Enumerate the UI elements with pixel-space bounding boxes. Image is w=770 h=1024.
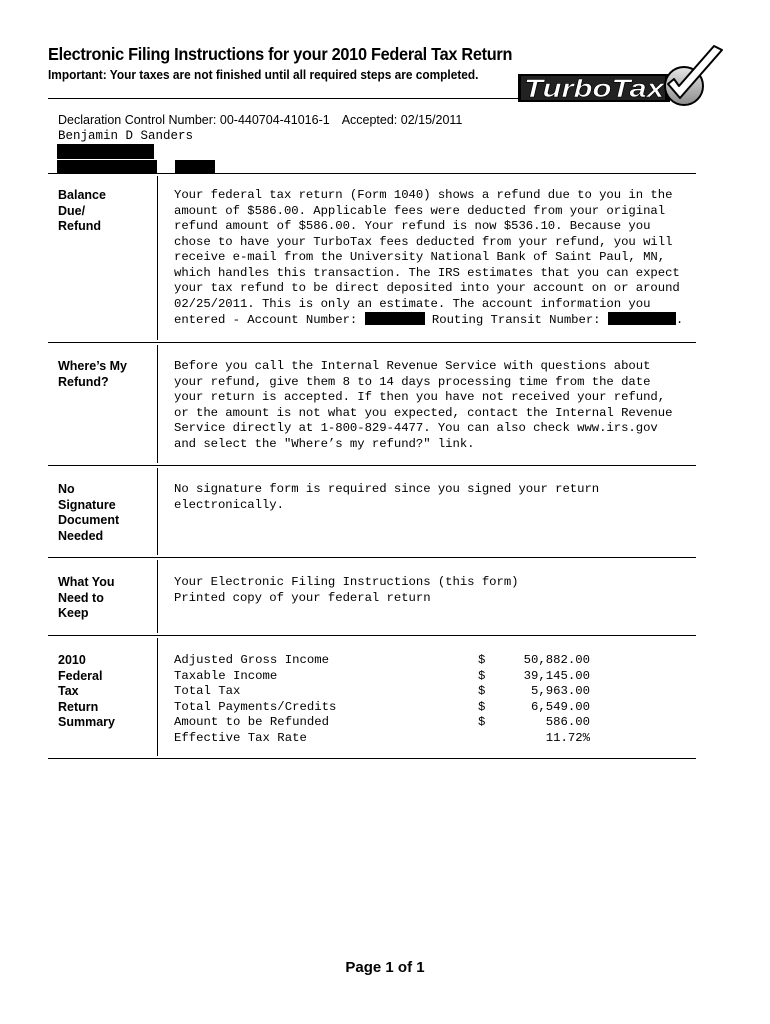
- label-line: Summary: [58, 715, 115, 729]
- row-label: Total Tax: [174, 684, 241, 698]
- label-line: Due/: [58, 203, 86, 218]
- turbotax-logo: [516, 44, 726, 106]
- label-line: Document: [58, 513, 120, 527]
- row-label: Taxable Income: [174, 668, 278, 683]
- table-row: [174, 653, 590, 669]
- label-line: Signature: [58, 497, 116, 512]
- wheres-my-refund-text: Before you call the Internal Revenue Service with questions about your refund, give them 8 to 14 days processing time from the date your return is accepted. If then you have not received your refund, or the amount is not what you expected, contact the Internal Revenue Service directly at 1-800-829-4477. You can also check www.irs.gov and select the "Where’s my refund?" link.: [174, 359, 673, 451]
- table-row: [174, 700, 590, 716]
- label-line: Needed: [58, 528, 104, 543]
- label-line: Tax: [58, 684, 79, 698]
- table-row: [174, 715, 590, 731]
- no-signature-text: No signature form is required since you signed your return electronically.: [174, 482, 600, 512]
- table-row: [174, 684, 590, 700]
- document-subtitle: Important: Your taxes are not finished until all required steps are completed.: [48, 68, 479, 82]
- routing-number-label: Routing Transit Number:: [424, 313, 608, 327]
- section-label-keep: [58, 575, 153, 622]
- column-separator: [157, 560, 158, 633]
- logo-text: TurboTax: [524, 75, 666, 103]
- column-separator: [157, 468, 158, 555]
- page-number: Page 1 of 1: [345, 959, 425, 976]
- refund-paragraph: Your federal tax return (Form 1040) shows a refund due to you in the amount of $586.00. Applicable fees were deducted from your original refund amount of $586.00. Your refund is now $536.10. Because you chose to have your TurboTax fees deducted from your refund, you will receive e-mail from the University National Bank of Saint Paul, MN, which handles this transaction. The IRS estimates that you can expect your tax refund to be direct deposited into your account on or around 02/25/2011. This is only an estimate. The account information you: [174, 188, 680, 311]
- row-currency: $: [478, 715, 486, 729]
- row-amount: 6,549.00: [530, 699, 590, 714]
- row-amount: 586.00: [545, 715, 590, 729]
- row-amount: 5,963.00: [530, 684, 590, 698]
- label-line: Need to: [58, 590, 104, 605]
- redacted-routing-number: [608, 312, 676, 325]
- label-line: Federal: [58, 668, 103, 683]
- declaration-control-number: Declaration Control Number: 00-440704-41016-1: [58, 113, 330, 127]
- row-currency: $: [478, 653, 486, 667]
- redacted-address-line-3: [175, 160, 215, 174]
- table-row: [174, 669, 590, 685]
- section-divider: [48, 758, 696, 759]
- row-currency: $: [478, 684, 486, 698]
- label-line: Where’s My: [58, 359, 128, 373]
- column-separator: [157, 638, 158, 756]
- label-line: What You: [58, 575, 115, 589]
- label-line: Refund: [58, 219, 102, 233]
- section-divider: [48, 557, 696, 558]
- redacted-address-line-1: [57, 144, 154, 159]
- row-amount: 50,882.00: [523, 653, 590, 667]
- document-title: Electronic Filing Instructions for your 2010 Federal Tax Return: [48, 44, 513, 64]
- section-label-refund: [58, 188, 153, 235]
- row-amount: 39,145.00: [523, 668, 590, 683]
- row-amount: 11.72%: [545, 730, 590, 745]
- column-separator: [157, 345, 158, 463]
- row-label: Amount to be Refunded: [174, 715, 329, 729]
- keep-text: Your Electronic Filing Instructions (this form) Printed copy of your federal return: [174, 575, 519, 605]
- section-divider: [48, 635, 696, 636]
- header-divider: [48, 98, 518, 99]
- label-line: Keep: [58, 606, 89, 620]
- row-label: Effective Tax Rate: [174, 730, 307, 745]
- section-divider: [48, 173, 696, 174]
- row-currency: $: [478, 699, 486, 714]
- refund-text: [174, 188, 683, 329]
- section-label-summary: [58, 653, 153, 731]
- redacted-account-number: [365, 312, 425, 325]
- account-number-label: entered - Account Number:: [174, 313, 365, 327]
- redacted-address-line-2: [57, 160, 157, 174]
- label-line: Refund?: [58, 374, 109, 389]
- row-label: Adjusted Gross Income: [174, 653, 329, 667]
- accepted-date: Accepted: 02/15/2011: [341, 113, 463, 127]
- declaration-line: [58, 113, 462, 127]
- table-row: [174, 731, 590, 747]
- tax-summary-table: [174, 653, 590, 746]
- row-currency: $: [478, 668, 486, 683]
- section-divider: [48, 465, 696, 466]
- column-separator: [157, 176, 158, 340]
- period: .: [675, 313, 684, 327]
- section-label-no-signature: [58, 482, 153, 544]
- row-currency: [478, 731, 508, 747]
- label-line: 2010: [58, 653, 86, 667]
- label-line: Return: [58, 699, 99, 714]
- section-label-wheres-my-refund: [58, 359, 153, 390]
- label-line: No: [58, 482, 75, 496]
- section-divider: [48, 342, 696, 343]
- label-line: Balance: [58, 188, 106, 202]
- taxpayer-name: Benjamin D Sanders: [58, 129, 194, 143]
- row-label: Total Payments/Credits: [174, 699, 337, 714]
